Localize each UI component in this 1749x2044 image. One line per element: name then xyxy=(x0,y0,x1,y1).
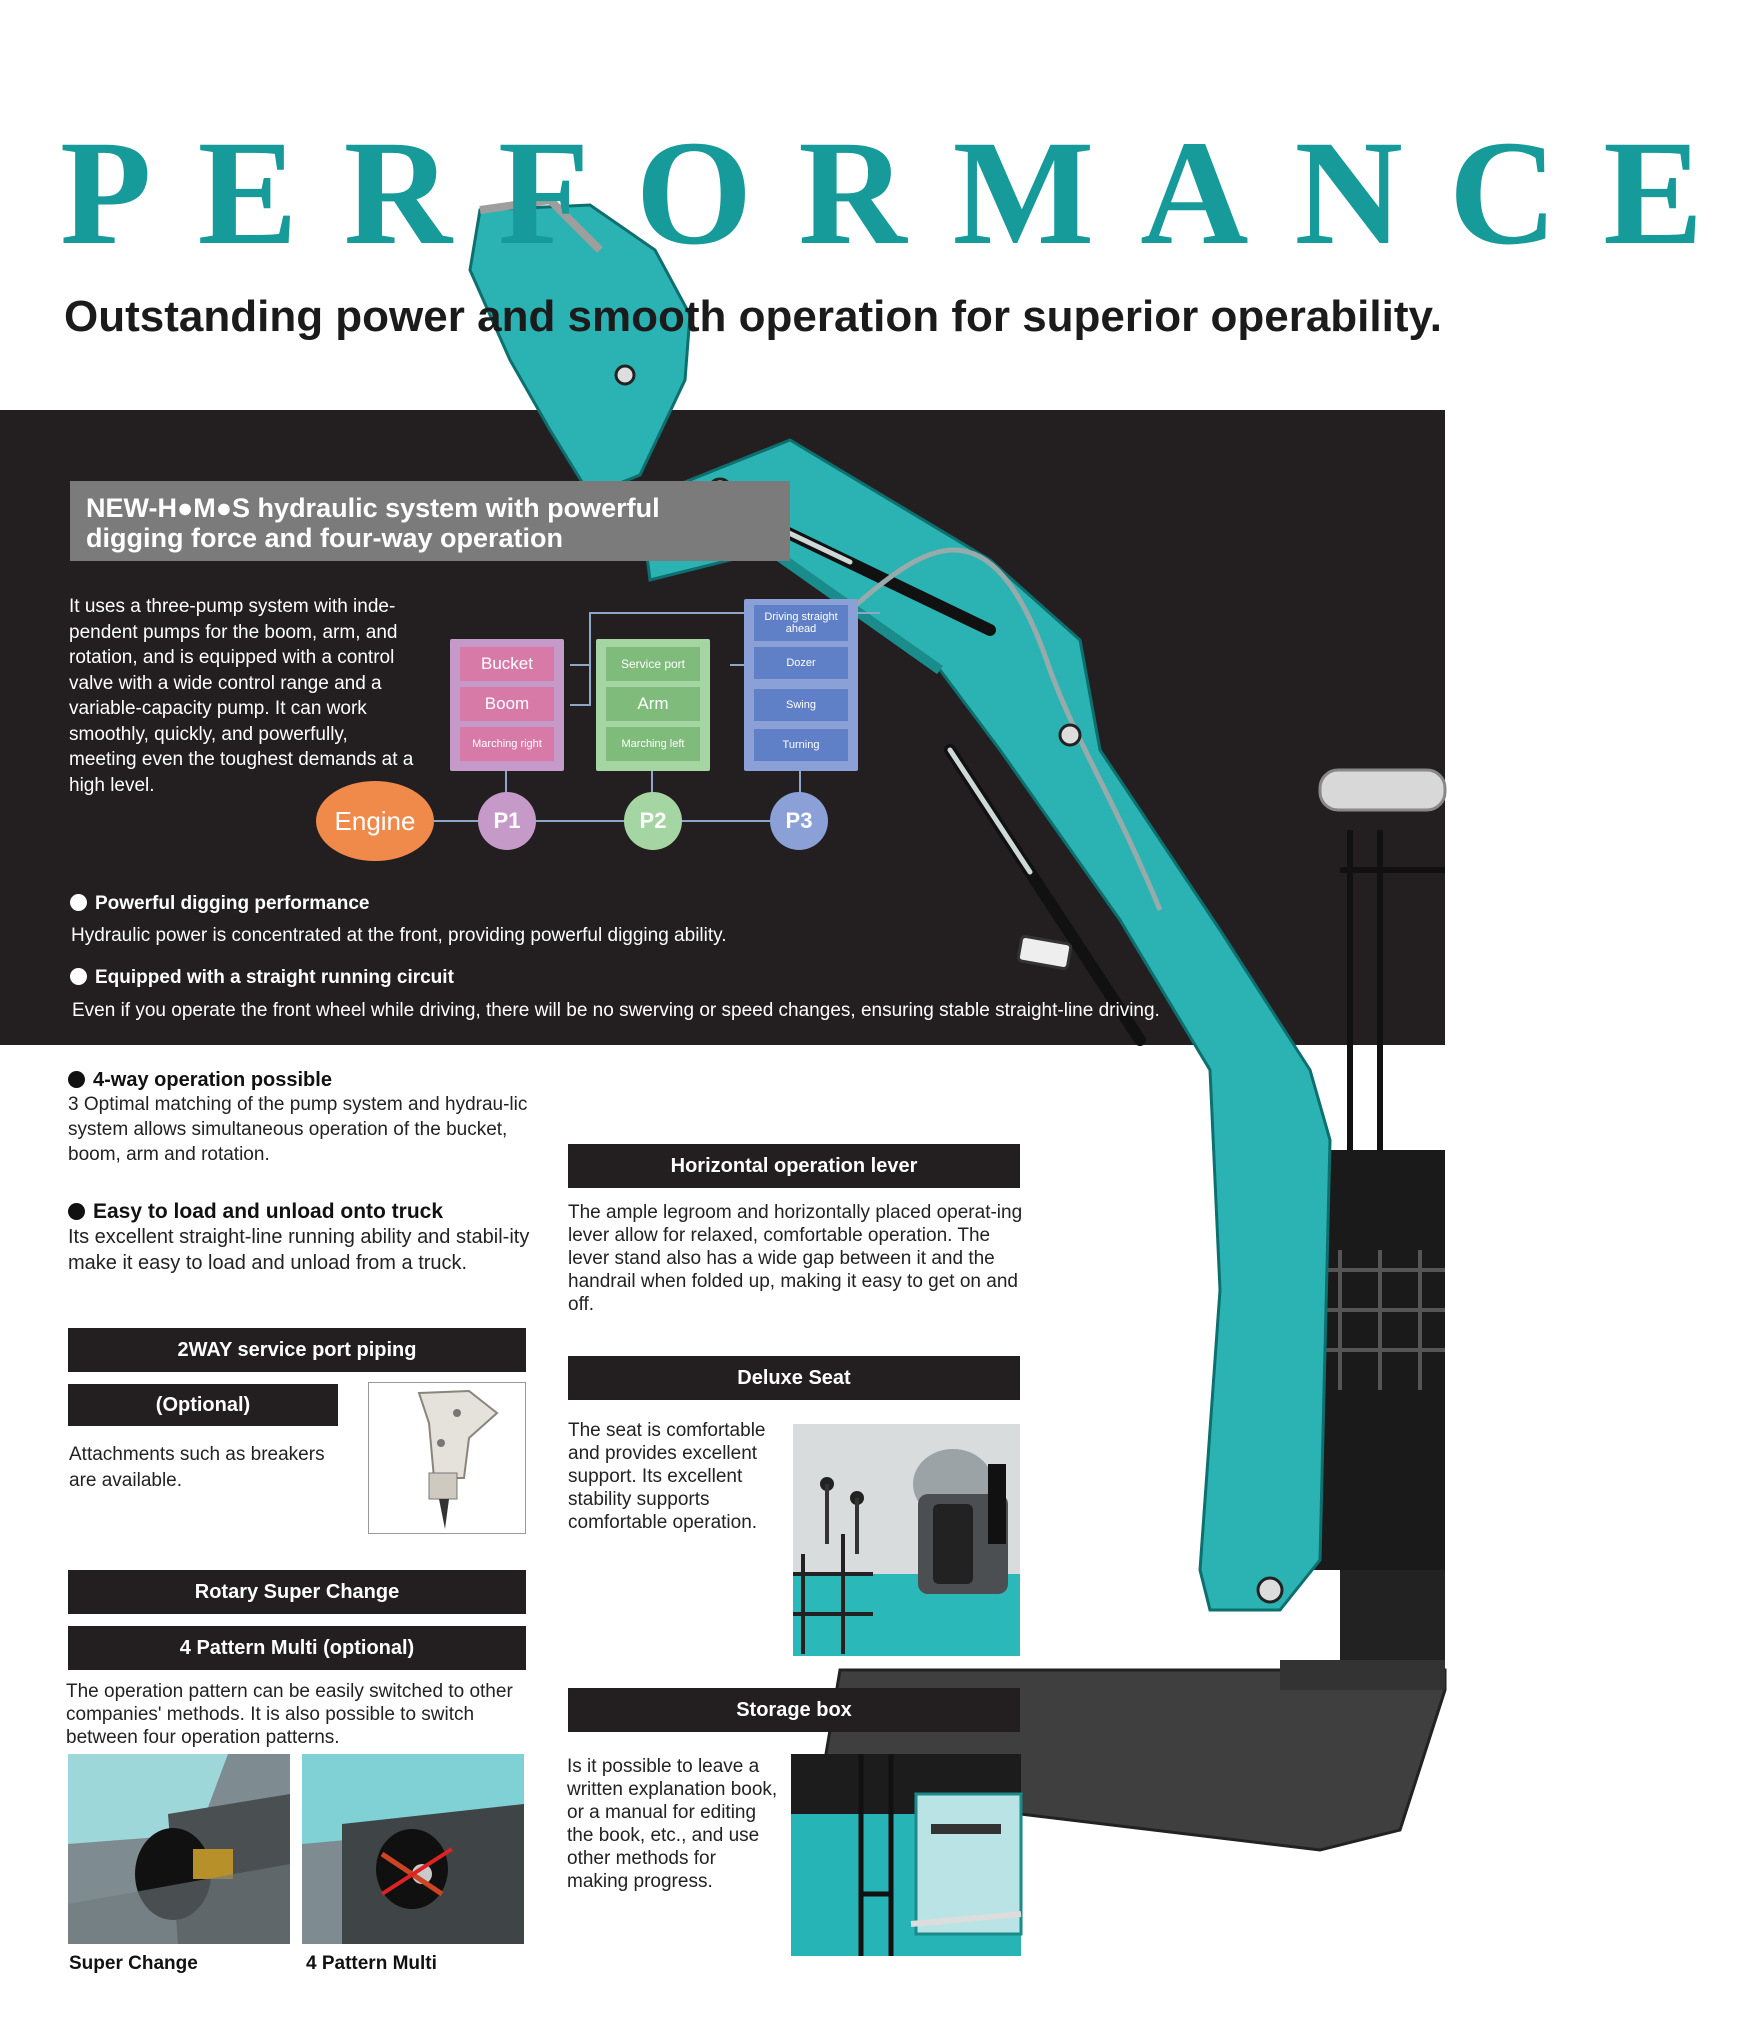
lever-text: The ample legroom and horizontally placed operat-ing lever allow for relaxed, comfortable operation. The lever stand also has a wide gap between it and the handrail when folded up, making it easy to get on and off. xyxy=(568,1202,1023,1315)
p3-item-dozer: Dozer xyxy=(754,647,848,679)
p3-item-turning: Turning xyxy=(754,729,848,761)
feature-text: 3 Optimal matching of the pump system and hydrau-lic system allows simultaneous operation of the bucket, boom, arm and rotation. xyxy=(68,1094,528,1165)
feature-text: Even if you operate the front wheel while driving, there will be no swerving or speed changes, ensuring stable straight-line driving. xyxy=(72,1000,1160,1021)
pump-p3: P3 xyxy=(770,792,828,850)
lever-header: Horizontal operation lever xyxy=(568,1144,1020,1188)
feature-heading: 4-way operation possible xyxy=(93,1069,332,1091)
service-port-optional: (Optional) xyxy=(68,1384,338,1426)
four-pattern-photo xyxy=(302,1754,524,1944)
p3-item-driving-straight: Driving straight ahead xyxy=(754,605,848,641)
pump-diagram xyxy=(300,595,860,865)
storage-photo xyxy=(791,1754,1021,1956)
page-title: PERFORMANCE xyxy=(60,110,1749,276)
hydraulic-title-line1: NEW-H●M●S hydraulic system with powerful xyxy=(86,493,660,523)
feature-4way xyxy=(68,1069,528,1167)
seat-text: The seat is comfortable and provides excellent support. Its excellent stability supports comfortable operation. xyxy=(568,1420,766,1533)
p1-item-bucket: Bucket xyxy=(460,647,554,681)
service-port-text: Attachments such as breakers are available. xyxy=(69,1444,325,1491)
bullet-icon xyxy=(70,894,87,911)
feature-heading: Easy to load and unload onto truck xyxy=(93,1200,444,1223)
hydraulic-title-line2: digging force and four-way operation xyxy=(86,523,564,553)
feature-text: Its excellent straight-line running ability and stabil-ity make it easy to load and unload from a truck. xyxy=(68,1226,530,1274)
hydraulic-title xyxy=(70,481,790,561)
feature-heading: Powerful digging performance xyxy=(95,893,370,914)
bullet-icon xyxy=(68,1071,85,1088)
seat-header: Deluxe Seat xyxy=(568,1356,1020,1400)
p1-item-boom: Boom xyxy=(460,687,554,721)
breaker-photo xyxy=(368,1382,526,1534)
rotary-subheader: 4 Pattern Multi (optional) xyxy=(68,1626,526,1670)
p2-item-marching-left: Marching left xyxy=(606,727,700,761)
hydraulic-intro: It uses a three-pump system with inde-pendent pumps for the boom, arm, and rotation, and is equipped with a control valve with a wide control range and a variable-capacity pump. It can work smoothly, quickly, and powerfully, meeting even the toughest demands at a high level. xyxy=(69,596,414,796)
engine-node: Engine xyxy=(316,781,434,861)
service-port-header: 2WAY service port piping xyxy=(68,1328,526,1372)
feature-straight-running xyxy=(70,967,454,989)
storage-text: Is it possible to leave a written explanation book, or a manual for editing the book, etc., and use other methods for making progress. xyxy=(567,1756,778,1892)
rotary-text: The operation pattern can be easily switched to other companies' methods. It is also possible to switch between four operation patterns. xyxy=(66,1681,513,1748)
p2-item-service-port: Service port xyxy=(606,647,700,681)
seat-photo xyxy=(793,1424,1020,1656)
feature-text: Hydraulic power is concentrated at the front, providing powerful digging ability. xyxy=(71,925,727,946)
rotary-header: Rotary Super Change xyxy=(68,1570,526,1614)
bullet-icon xyxy=(70,968,87,985)
feature-heading: Equipped with a straight running circuit xyxy=(95,967,454,988)
pump-p2: P2 xyxy=(624,792,682,850)
storage-header: Storage box xyxy=(568,1688,1020,1732)
bullet-icon xyxy=(68,1203,85,1220)
pump-p1: P1 xyxy=(478,792,536,850)
super-change-caption: Super Change xyxy=(69,1953,198,1974)
super-change-photo xyxy=(68,1754,290,1944)
p2-item-arm: Arm xyxy=(606,687,700,721)
four-pattern-caption: 4 Pattern Multi xyxy=(306,1953,437,1974)
p3-item-swing: Swing xyxy=(754,689,848,721)
feature-digging xyxy=(70,893,369,915)
page-subtitle: Outstanding power and smooth operation for superior operability. xyxy=(64,292,1442,341)
p1-item-marching-right: Marching right xyxy=(460,727,554,761)
feature-truck xyxy=(68,1200,538,1276)
